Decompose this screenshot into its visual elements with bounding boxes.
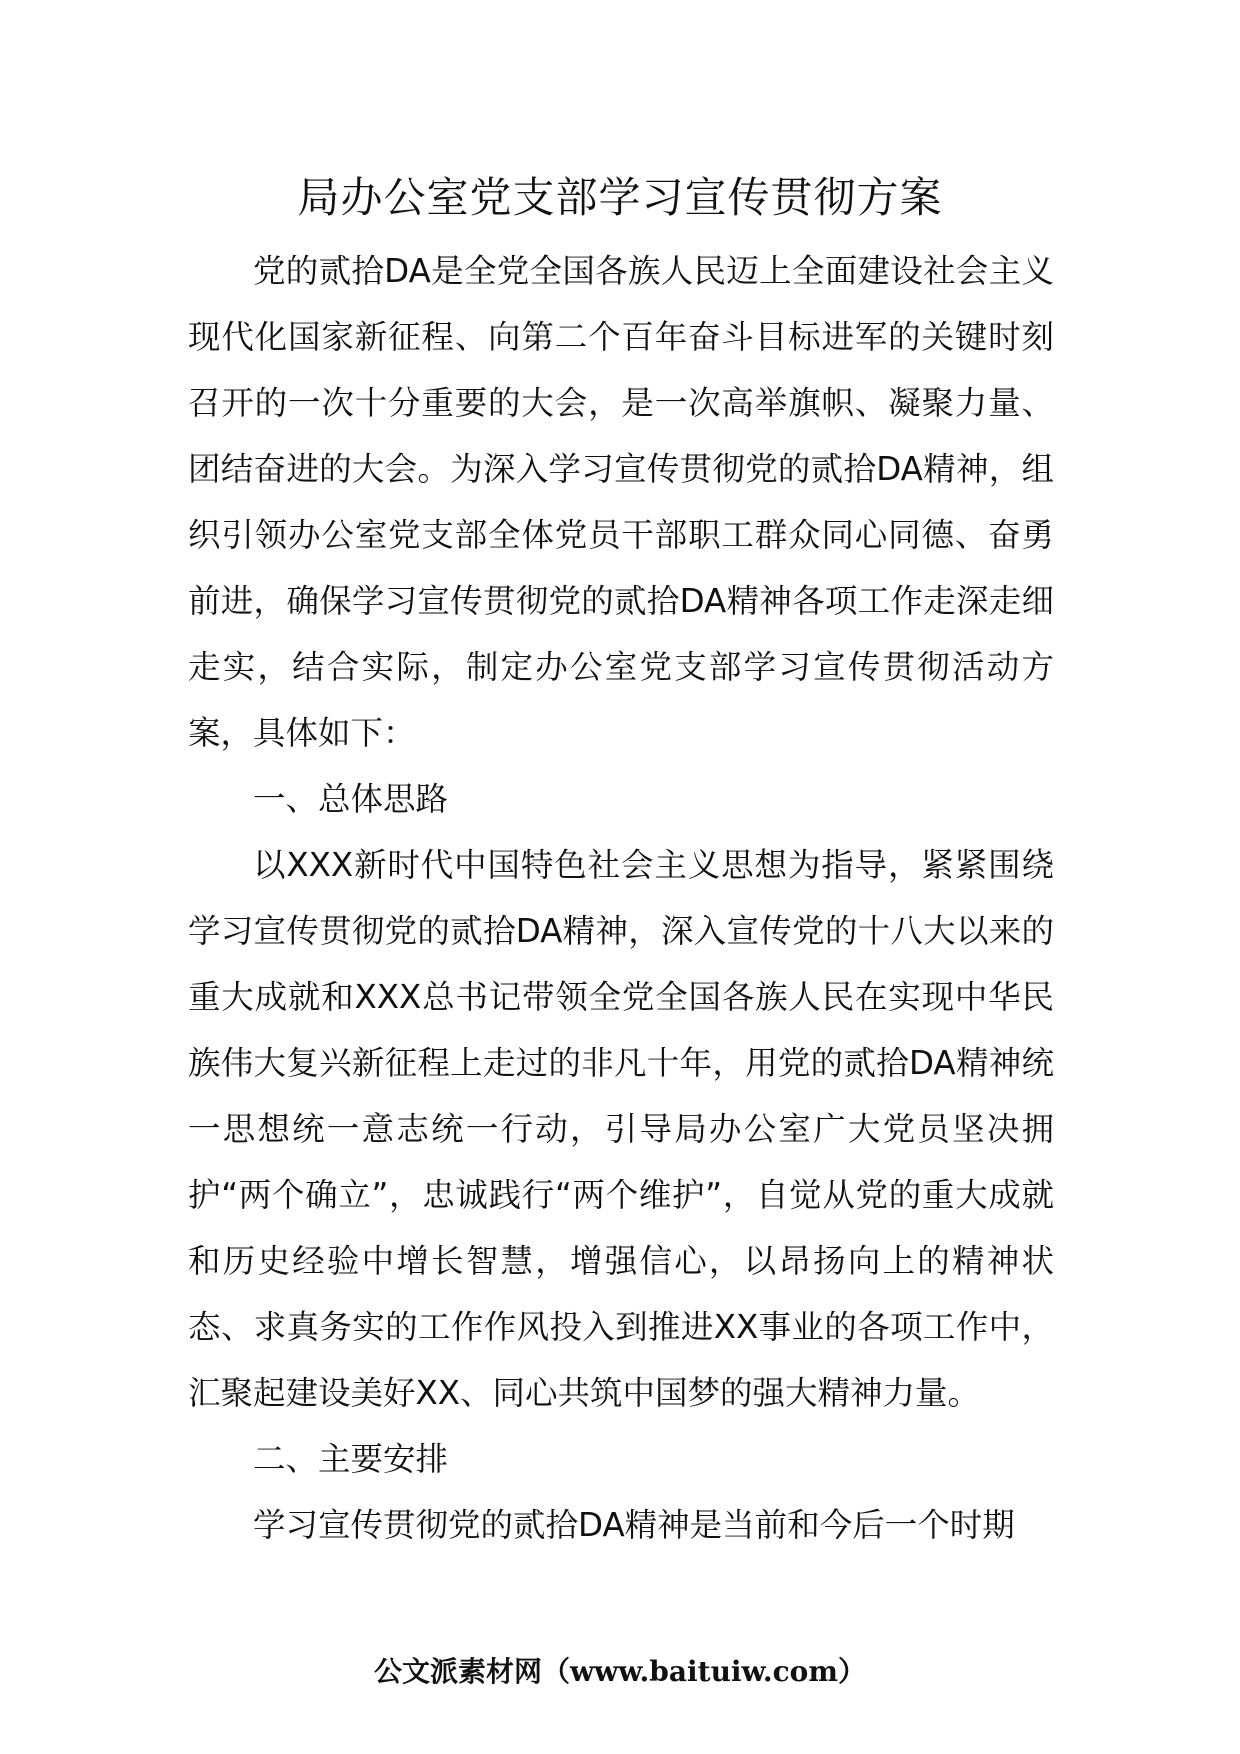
document-body — [188, 238, 1054, 1558]
document-title: 局办公室党支部学习宣传贯彻方案 — [297, 173, 943, 222]
footer-watermark: 公文派素材网（www.baituiw.com） — [374, 1655, 866, 1688]
section-heading-2: 二、主要安排 — [253, 1440, 449, 1478]
section-heading-1: 一、总体思路 — [253, 780, 449, 818]
paragraph-overall-approach: 以XXX新时代中国特色社会主义思想为指导，紧紧围绕学习宣传贯彻党的贰拾DA精神，深入宣传党的十八大以来的重大成就和XXX总书记带领全党全国各族人民在实现中华民族伟大复兴新征程上走过的非凡十年，用党的贰拾DA精神统一思想统一意志统一行动，引导局办公室广大党员坚决拥护“两个确立”，忠诚践行“两个维护”，自觉从党的重大成就和历史经验中增长智慧，增强信心，以昂扬向上的精神状态、求真务实的工作作风投入到推进XX事业的各项工作中，汇聚起建设美好XX、同心共筑中国梦的强大精神力量。 — [188, 846, 1054, 1412]
paragraph-intro: 党的贰拾DA是全党全国各族人民迈上全面建设社会主义现代化国家新征程、向第二个百年奋斗目标进军的关键时刻召开的一次十分重要的大会，是一次高举旗帜、凝聚力量、团结奋进的大会。为深入学习宣传贯彻党的贰拾DA精神，组织引领办公室党支部全体党员干部职工群众同心同德、奋勇前进，确保学习宣传贯彻党的贰拾DA精神各项工作走深走细走实，结合实际，制定办公室党支部学习宣传贯彻活动方案，具体如下： — [188, 252, 1054, 752]
paragraph-main-arrangements: 学习宣传贯彻党的贰拾DA精神是当前和今后一个时期 — [253, 1506, 1015, 1544]
